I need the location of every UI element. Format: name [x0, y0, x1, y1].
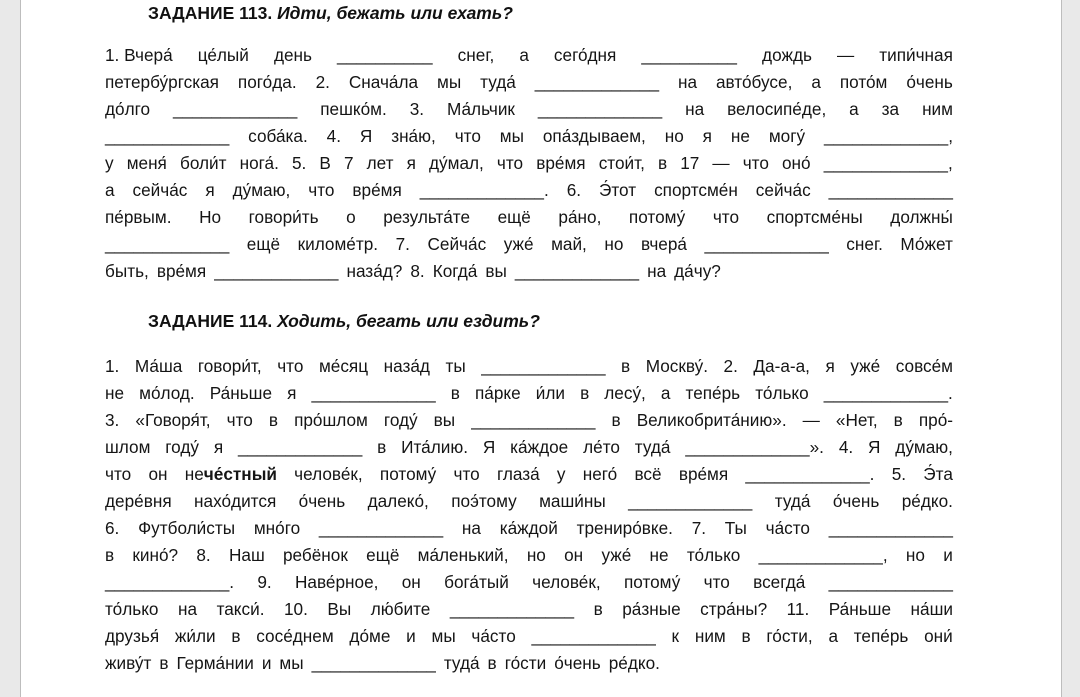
word: Ты	[724, 518, 747, 538]
word: говори́ть	[248, 207, 319, 227]
word: него́	[582, 464, 618, 484]
answer-blank: __________	[641, 45, 737, 65]
word: о	[346, 207, 356, 227]
word: Я	[359, 126, 373, 146]
word: потому́	[628, 207, 686, 227]
word: спортсме́ны	[766, 207, 863, 227]
word: но	[664, 126, 684, 146]
word: трениро́вке.	[576, 518, 673, 538]
word: соба́ка.	[248, 126, 308, 146]
word: мы	[499, 126, 524, 146]
word: я	[205, 180, 215, 200]
word: что	[742, 153, 769, 173]
word: Ма́ша	[134, 356, 183, 376]
word: Ита́лию.	[401, 437, 468, 457]
word: о́чень	[554, 653, 601, 673]
word: вре́мя	[156, 261, 207, 281]
word: в	[657, 153, 668, 173]
word: в	[580, 383, 590, 403]
word: Футболи́сты	[138, 518, 236, 538]
text-line	[105, 207, 953, 233]
word: должны́	[890, 207, 953, 227]
word: 7	[343, 153, 354, 173]
word: наза́д	[383, 356, 430, 376]
text-line	[105, 356, 953, 382]
text-line	[105, 572, 953, 598]
word: мы	[279, 653, 304, 673]
word: пого́да.	[237, 72, 297, 92]
answer-blank: _____________	[828, 180, 953, 200]
word: в	[487, 653, 497, 673]
word: Ра́ньше	[828, 599, 892, 619]
word: Да-а-а,	[753, 356, 810, 376]
word: пе́рвым.	[105, 207, 172, 227]
word: 17	[680, 153, 700, 173]
word: оно́	[782, 153, 811, 173]
word: Я	[868, 437, 881, 457]
word: лет	[366, 153, 394, 173]
word: далеко́,	[367, 491, 429, 511]
word: глаза́	[496, 464, 540, 484]
word: Ра́ньше	[209, 383, 273, 403]
text-line	[105, 626, 953, 652]
word: и	[943, 545, 953, 565]
word: ду́мал,	[429, 153, 484, 173]
word: стра́ны?	[700, 599, 768, 619]
word: го́сти,	[766, 626, 813, 646]
answer-blank: _____________	[828, 518, 953, 538]
word: а	[828, 626, 838, 646]
word: наза́д?	[346, 261, 403, 281]
word: в	[593, 599, 603, 619]
word: на	[685, 99, 705, 119]
word: сего́дня	[553, 45, 617, 65]
word: что	[496, 153, 524, 173]
word: живу́т	[105, 653, 152, 673]
word: году́	[383, 410, 418, 430]
word: ре́дко.	[901, 491, 953, 511]
word: Москву́.	[645, 356, 709, 376]
word: 7.	[395, 234, 410, 254]
text-line	[105, 180, 953, 206]
answer-blank: _____________	[471, 410, 596, 430]
text-line	[105, 153, 953, 179]
word: в	[105, 545, 115, 565]
word: 3.	[105, 410, 120, 430]
word: всегда́	[753, 572, 806, 592]
word: на	[647, 261, 667, 281]
word: нахо́дится	[194, 491, 277, 511]
word: они́	[924, 626, 953, 646]
word: в	[377, 437, 387, 457]
word: нога́.	[239, 153, 279, 173]
word: —	[802, 410, 820, 430]
text-line	[105, 464, 953, 490]
word: в	[159, 653, 169, 673]
word: 4.	[838, 437, 854, 457]
answer-blank: _____________	[514, 261, 640, 281]
word: ре́дко.	[608, 653, 660, 673]
answer-blank: _____________	[531, 626, 656, 646]
word: ра́зные	[622, 599, 681, 619]
word: да́чу?	[674, 261, 721, 281]
word: что	[308, 180, 335, 200]
word: сейча́с	[132, 180, 188, 200]
answer-blank: _____________.	[105, 572, 235, 592]
answer-blank: __________	[337, 45, 433, 65]
word: вы	[485, 261, 507, 281]
word: такси́.	[216, 599, 265, 619]
answer-blank: _____________».	[685, 437, 824, 457]
word: Но	[199, 207, 222, 227]
word: до́ме	[349, 626, 391, 646]
task-113-label: ЗАДАНИЕ 113.	[148, 3, 273, 23]
word: не	[105, 383, 125, 403]
text-line	[105, 410, 953, 436]
word: на	[461, 518, 481, 538]
word: ча́сто	[471, 626, 516, 646]
word: потому́	[623, 572, 681, 592]
word: за	[881, 99, 900, 119]
word: 5.	[291, 153, 307, 173]
word: мо́лод.	[139, 383, 195, 403]
word: мно́го	[253, 518, 301, 538]
word: це́лый	[197, 45, 249, 65]
word: я	[406, 153, 416, 173]
word: мы	[437, 72, 462, 92]
word: я	[213, 437, 224, 457]
word: уже́	[850, 356, 881, 376]
word: 9.	[257, 572, 272, 592]
word: ра́но,	[558, 207, 602, 227]
word: на́ши	[910, 599, 953, 619]
text-line	[105, 599, 953, 625]
answer-blank: _____________	[449, 599, 575, 619]
word: дере́вня	[105, 491, 172, 511]
word: и́ли	[535, 383, 565, 403]
word: ду́маю,	[895, 437, 953, 457]
word: 2.	[315, 72, 330, 92]
answer-blank: _____________,	[823, 126, 953, 146]
text-line	[105, 72, 953, 98]
task-114-heading	[148, 311, 540, 332]
word: опа́здываем,	[542, 126, 646, 146]
word: типи́чная	[879, 45, 953, 65]
word: он	[148, 464, 168, 484]
task-114-title: Ходить, бегать или ездить?	[277, 311, 540, 331]
word: снег,	[457, 45, 495, 65]
word: ма́ленький,	[417, 545, 509, 565]
answer-blank: _____________	[537, 99, 663, 119]
word: я	[702, 126, 712, 146]
word: тепе́рь	[685, 383, 741, 403]
word: Вы	[327, 599, 352, 619]
word: всё	[634, 464, 662, 484]
word: о́чень	[906, 72, 953, 92]
word: «Нет,	[835, 410, 878, 430]
text-line	[105, 383, 953, 409]
word: челове́к,	[532, 572, 601, 592]
word: Мо́жет	[900, 234, 953, 254]
word: ду́маю,	[232, 180, 291, 200]
word: ним	[694, 626, 726, 646]
word: туда́	[443, 653, 480, 673]
word: то́лько	[686, 545, 741, 565]
word: на	[178, 599, 198, 619]
word: 6.	[566, 180, 582, 200]
word: В	[319, 153, 331, 173]
word: зна́ю,	[391, 126, 436, 146]
word: к	[671, 626, 680, 646]
word: —	[836, 45, 855, 65]
word: —	[712, 153, 730, 173]
word: вре́мя	[536, 153, 586, 173]
text-line	[105, 491, 953, 517]
word: он	[564, 545, 584, 565]
word: Наве́рное,	[295, 572, 379, 592]
text-line	[105, 518, 953, 544]
word: стои́т,	[598, 153, 645, 173]
word: но	[526, 545, 546, 565]
word: а	[849, 99, 859, 119]
word: Когда́	[432, 261, 478, 281]
word: что	[703, 572, 730, 592]
word: 1. Вчера́	[105, 45, 173, 65]
word: то́лько	[755, 383, 809, 403]
word: ле́то	[583, 437, 620, 457]
word: друзья́	[105, 626, 160, 646]
word: шлом	[105, 437, 151, 457]
word: ещё	[246, 234, 281, 254]
word: вре́мя	[352, 180, 402, 200]
word: лесу́,	[604, 383, 646, 403]
word: поэ́тому	[451, 491, 517, 511]
word: 8.	[196, 545, 211, 565]
word: боли́т	[179, 153, 227, 173]
word: ребёнок	[282, 545, 348, 565]
word: то́лько	[105, 599, 159, 619]
word: я	[825, 356, 835, 376]
word: ним	[922, 99, 953, 119]
word: но	[604, 234, 624, 254]
answer-blank: _____________	[173, 99, 298, 119]
word: велосипе́де,	[727, 99, 827, 119]
word: 4.	[326, 126, 341, 146]
word: не	[730, 126, 750, 146]
word: май,	[551, 234, 587, 254]
answer-blank: _____________	[105, 234, 230, 254]
word: петербу́ргская	[105, 72, 219, 92]
word: 5.	[891, 464, 907, 484]
word: 3.	[409, 99, 425, 119]
text-line	[105, 545, 953, 571]
word: 8.	[410, 261, 425, 281]
word: у	[556, 464, 566, 484]
word: потому́	[379, 464, 437, 484]
word: мы	[431, 626, 456, 646]
word: я	[287, 383, 297, 403]
word: что	[105, 464, 132, 484]
answer-blank: _____________	[481, 356, 606, 376]
word: вре́мя	[678, 464, 729, 484]
text-line	[105, 234, 953, 260]
word: и	[261, 653, 272, 673]
word: о́чень	[832, 491, 880, 511]
word: не	[649, 545, 669, 565]
text-line	[105, 261, 953, 287]
word: спортсме́н	[654, 180, 738, 200]
text-line	[105, 437, 953, 463]
word: ча́сто	[765, 518, 810, 538]
word: Наш	[228, 545, 265, 565]
word: 10.	[283, 599, 308, 619]
word: о́чень	[298, 491, 346, 511]
task-114-label: ЗАДАНИЕ 114.	[148, 311, 273, 331]
word: а	[519, 45, 529, 65]
word: ме́сяц	[318, 356, 369, 376]
word: 7.	[691, 518, 707, 538]
word: в	[893, 410, 903, 430]
answer-blank: _____________	[214, 261, 339, 281]
word: меня́	[126, 153, 167, 173]
word: но	[905, 545, 925, 565]
word: у	[105, 153, 114, 173]
word: лю́бите	[370, 599, 431, 619]
word: результа́те	[383, 207, 471, 227]
word: Ма́льчик	[446, 99, 515, 119]
word: Герма́нии	[176, 653, 254, 673]
word: челове́к,	[294, 464, 363, 484]
word: что	[453, 464, 480, 484]
answer-blank: _____________	[704, 234, 829, 254]
word: кино́?	[132, 545, 179, 565]
word: пото́м	[839, 72, 888, 92]
word: и	[406, 626, 416, 646]
word: что	[277, 356, 304, 376]
word: па́рке	[475, 383, 521, 403]
word: что	[226, 410, 253, 430]
word: что	[712, 207, 740, 227]
word: жи́ли	[174, 626, 216, 646]
task-113-title: Идти, бежать или ехать?	[277, 3, 513, 23]
word: Э́тот	[599, 180, 637, 200]
answer-blank: _____________	[534, 72, 660, 92]
word: вчера́	[640, 234, 687, 254]
word: Снача́ла	[348, 72, 419, 92]
word: в	[741, 626, 751, 646]
word: в	[621, 356, 631, 376]
word: Я	[482, 437, 496, 457]
word: а	[660, 383, 671, 403]
answer-blank: _____________.	[745, 464, 875, 484]
word: 6.	[105, 518, 120, 538]
answer-blank: _____________.	[419, 180, 549, 200]
word: а	[811, 72, 821, 92]
answer-blank: _____________.	[823, 383, 953, 403]
answer-blank: _____________	[105, 126, 230, 146]
word: Э́та	[923, 464, 953, 484]
word: го́сти	[504, 653, 547, 673]
word: туда́	[774, 491, 811, 511]
word: туда́	[634, 437, 671, 457]
word: маши́ны	[539, 491, 606, 511]
task-113-heading	[148, 3, 513, 24]
word: туда́	[480, 72, 516, 92]
text-line	[105, 126, 953, 152]
answer-blank: _____________	[311, 653, 436, 673]
answer-blank: _____________	[311, 383, 436, 403]
word: 2.	[723, 356, 738, 376]
word: ты	[445, 356, 466, 376]
word: ещё	[366, 545, 400, 565]
word: до́лго	[105, 99, 151, 119]
word: на	[677, 72, 698, 92]
word: что	[454, 126, 481, 146]
word: ещё	[497, 207, 531, 227]
word: про́-	[918, 410, 953, 430]
word: уже́	[601, 545, 632, 565]
word: про́шлом	[294, 410, 368, 430]
word: говори́т,	[197, 356, 262, 376]
word: сосе́днем	[256, 626, 334, 646]
word: снег.	[846, 234, 883, 254]
word: Сейча́с	[427, 234, 487, 254]
word: 11.	[786, 599, 810, 619]
word: тепе́рь	[853, 626, 909, 646]
word: в	[450, 383, 460, 403]
word: в	[611, 410, 621, 430]
answer-blank: _____________	[628, 491, 753, 511]
word: в	[268, 410, 279, 430]
word: сейча́с	[755, 180, 811, 200]
word: дождь	[762, 45, 812, 65]
answer-blank: _____________,	[758, 545, 888, 565]
word: «Говоря́т,	[135, 410, 211, 430]
word: день	[273, 45, 312, 65]
word-group	[185, 464, 277, 485]
word: вы	[433, 410, 456, 430]
answer-blank: _____________	[318, 518, 444, 538]
text-line	[105, 99, 953, 125]
word: не	[184, 464, 204, 484]
word: пешко́м.	[320, 99, 387, 119]
word: че́стный	[203, 464, 277, 484]
word: совсе́м	[895, 356, 953, 376]
word: уже́	[503, 234, 534, 254]
text-line	[105, 653, 953, 679]
answer-blank: _____________	[828, 572, 953, 592]
answer-blank: _____________,	[823, 153, 953, 173]
word: а	[105, 180, 115, 200]
word: киломе́тр.	[297, 234, 379, 254]
word: ка́ждой	[499, 518, 558, 538]
word: могу́	[768, 126, 806, 146]
text-line	[105, 45, 953, 71]
word: быть,	[105, 261, 149, 281]
word: году́	[165, 437, 199, 457]
word: ка́ждое	[510, 437, 569, 457]
word: Великобрита́нию».	[636, 410, 787, 430]
word: 1.	[105, 356, 120, 376]
word: в	[231, 626, 241, 646]
word: он	[401, 572, 421, 592]
word: авто́бусе,	[716, 72, 793, 92]
word: бога́тый	[444, 572, 509, 592]
answer-blank: _____________	[237, 437, 363, 457]
